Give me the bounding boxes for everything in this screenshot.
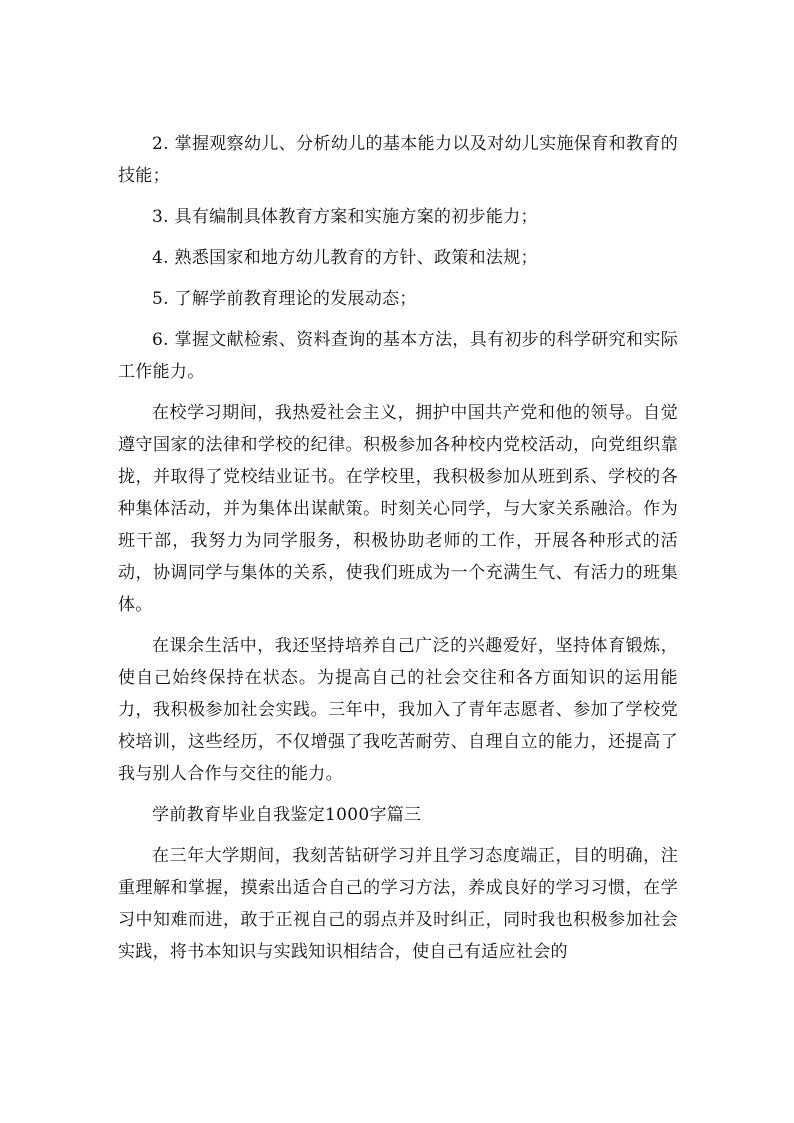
paragraph-university-study: 在三年大学期间，我刻苦钻研学习并且学习态度端正，目的明确，注重理解和掌握，摸索出适合自己的学习方法，养成良好的学习习惯，在学习中知难而进，敢于正视自己的弱点并及时纠正，同时我也积极参加社会实践，将书本知识与实践知识相结合，使自己有适应社会的: [118, 846, 678, 962]
list-item-5: 5. 了解学前教育理论的发展动态；: [152, 289, 417, 309]
list-item-3: 3. 具有编制具体教育方案和实施方案的初步能力；: [152, 207, 538, 227]
section-heading: 学前教育毕业自我鉴定1000字篇三: [152, 805, 422, 825]
paragraph-school-study: 在校学习期间，我热爱社会主义，拥护中国共产党和他的领导。自觉遵守国家的法律和学校的纪律。积极参加各种校内党校活动，向党组织靠拢，并取得了党校结业证书。在学校里，我积极参加从班到系、学校的各种集体活动，并为集体出谋献策。时刻关心同学，与大家关系融洽。作为班干部，我努力为同学服务，积极协助老师的工作，开展各种形式的活动，协调同学与集体的关系，使我们班成为一个充满生气、有活力的班集体。: [118, 403, 678, 615]
list-item-6: 6. 掌握文献检索、资料查询的基本方法，具有初步的科学研究和实际工作能力。: [118, 330, 678, 382]
list-item-2: 2. 掌握观察幼儿、分析幼儿的基本能力以及对幼儿实施保育和教育的技能；: [118, 134, 678, 186]
list-item-4: 4. 熟悉国家和地方幼儿教育的方针、政策和法规；: [152, 248, 538, 268]
paragraph-extracurricular: 在课余生活中，我还坚持培养自己广泛的兴趣爱好，坚持体育锻炼，使自己始终保持在状态。为提高自己的社会交往和各方面知识的运用能力，我积极参加社会实践。三年中，我加入了青年志愿者、参加了学校党校培训，这些经历，不仅增强了我吃苦耐劳、自理自立的能力，还提高了我与别人合作与交往的能力。: [118, 636, 678, 784]
document-body: [118, 128, 678, 977]
